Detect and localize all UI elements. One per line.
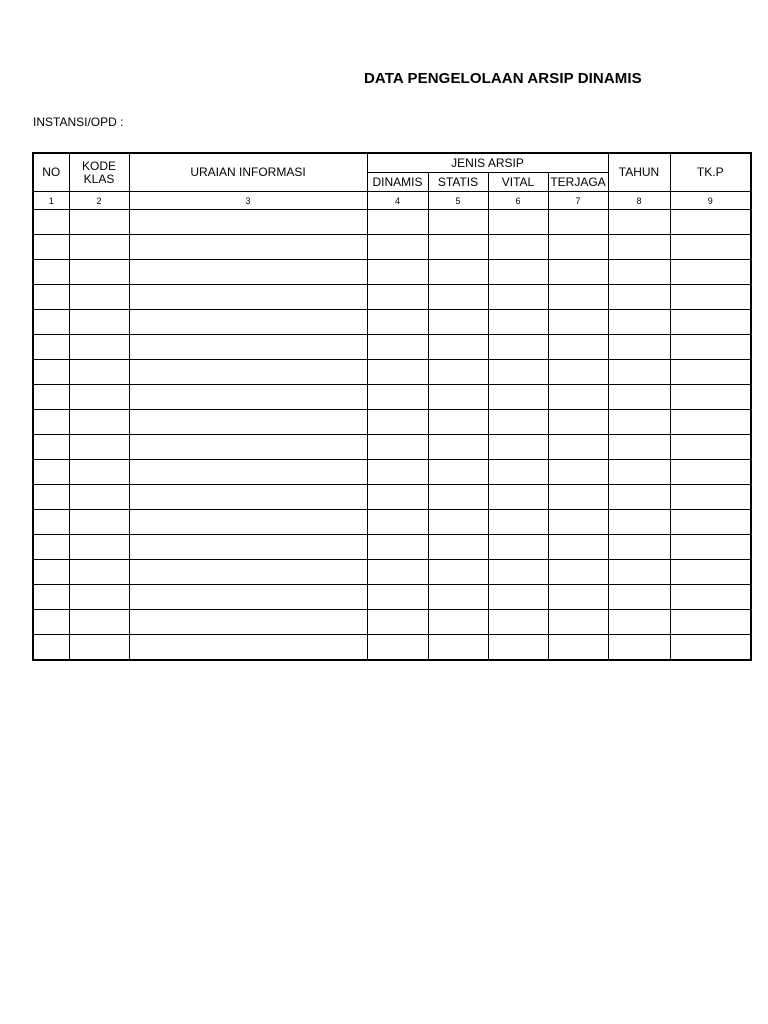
table-cell xyxy=(548,410,608,435)
table-cell xyxy=(129,635,367,661)
table-cell xyxy=(33,410,69,435)
table-cell xyxy=(367,560,428,585)
table-cell xyxy=(670,610,751,635)
table-cell xyxy=(33,210,69,235)
table-cell xyxy=(129,385,367,410)
table-cell xyxy=(69,535,129,560)
table-cell xyxy=(548,385,608,410)
table-cell xyxy=(33,385,69,410)
table-row xyxy=(33,410,751,435)
table-cell xyxy=(129,535,367,560)
table-cell xyxy=(428,410,488,435)
table-cell xyxy=(488,335,548,360)
table-cell xyxy=(129,285,367,310)
table-cell xyxy=(670,235,751,260)
table-cell xyxy=(670,635,751,661)
table-row xyxy=(33,610,751,635)
table-cell xyxy=(367,535,428,560)
table-cell xyxy=(670,560,751,585)
table-cell xyxy=(488,635,548,661)
table-cell xyxy=(129,510,367,535)
table-cell xyxy=(367,310,428,335)
table-cell xyxy=(69,235,129,260)
table-cell xyxy=(488,285,548,310)
table-cell xyxy=(488,610,548,635)
table-cell xyxy=(69,460,129,485)
table-cell xyxy=(69,260,129,285)
table-cell xyxy=(33,460,69,485)
table-cell xyxy=(69,435,129,460)
table-cell xyxy=(69,360,129,385)
table-cell xyxy=(670,585,751,610)
table-cell xyxy=(608,310,670,335)
table-row xyxy=(33,585,751,610)
table-cell xyxy=(488,210,548,235)
table-cell xyxy=(33,610,69,635)
table-cell xyxy=(69,510,129,535)
table-cell xyxy=(367,410,428,435)
table-row xyxy=(33,485,751,510)
table-cell xyxy=(367,285,428,310)
table-cell xyxy=(670,335,751,360)
table-cell xyxy=(69,285,129,310)
table-cell xyxy=(129,485,367,510)
header-statis: STATIS xyxy=(428,173,488,192)
table-cell xyxy=(608,635,670,661)
table-cell xyxy=(548,260,608,285)
table-row xyxy=(33,385,751,410)
table-cell xyxy=(69,210,129,235)
instansi-label: INSTANSI/OPD : xyxy=(33,115,124,129)
table-cell xyxy=(608,460,670,485)
table-cell xyxy=(129,460,367,485)
table-cell xyxy=(129,210,367,235)
table-cell xyxy=(608,585,670,610)
table-cell xyxy=(670,360,751,385)
table-cell xyxy=(367,435,428,460)
table-cell xyxy=(33,310,69,335)
table-cell xyxy=(670,210,751,235)
table-cell xyxy=(548,585,608,610)
table-cell xyxy=(428,360,488,385)
table-cell xyxy=(670,285,751,310)
table-cell xyxy=(670,510,751,535)
table-cell xyxy=(488,385,548,410)
table-cell xyxy=(428,560,488,585)
column-number: 3 xyxy=(129,192,367,210)
table-cell xyxy=(488,560,548,585)
table-row xyxy=(33,510,751,535)
table-cell xyxy=(129,360,367,385)
table-cell xyxy=(608,235,670,260)
table-cell xyxy=(548,310,608,335)
table-cell xyxy=(69,410,129,435)
table-cell xyxy=(69,635,129,661)
table-cell xyxy=(33,585,69,610)
table-cell xyxy=(428,335,488,360)
table-cell xyxy=(33,235,69,260)
table-cell xyxy=(69,385,129,410)
table-row xyxy=(33,285,751,310)
table-row xyxy=(33,460,751,485)
header-kode-line2: KLAS xyxy=(83,171,115,186)
table-row xyxy=(33,360,751,385)
table-cell xyxy=(33,485,69,510)
table-cell xyxy=(548,210,608,235)
table-cell xyxy=(548,635,608,661)
table-cell xyxy=(33,260,69,285)
table-cell xyxy=(428,485,488,510)
table-cell xyxy=(367,460,428,485)
table-body xyxy=(33,210,751,661)
table-cell xyxy=(670,460,751,485)
table-cell xyxy=(129,410,367,435)
table-cell xyxy=(488,510,548,535)
table-row xyxy=(33,335,751,360)
table-cell xyxy=(367,635,428,661)
table-cell xyxy=(367,510,428,535)
table-cell xyxy=(428,210,488,235)
column-number: 7 xyxy=(548,192,608,210)
table-cell xyxy=(129,585,367,610)
table-cell xyxy=(608,360,670,385)
table-cell xyxy=(548,485,608,510)
table-cell xyxy=(608,335,670,360)
table-cell xyxy=(488,460,548,485)
table-cell xyxy=(608,385,670,410)
table-cell xyxy=(367,260,428,285)
column-number: 5 xyxy=(428,192,488,210)
header-tahun: TAHUN xyxy=(608,153,670,192)
table-cell xyxy=(608,560,670,585)
table-row xyxy=(33,635,751,661)
table-cell xyxy=(548,335,608,360)
table-cell xyxy=(608,485,670,510)
table-cell xyxy=(608,285,670,310)
table-cell xyxy=(608,260,670,285)
table-cell xyxy=(428,635,488,661)
table-cell xyxy=(33,535,69,560)
column-number: 1 xyxy=(33,192,69,210)
table-cell xyxy=(548,535,608,560)
table-cell xyxy=(367,485,428,510)
header-vital: VITAL xyxy=(488,173,548,192)
header-dinamis: DINAMIS xyxy=(367,173,428,192)
table-cell xyxy=(129,235,367,260)
table-cell xyxy=(670,535,751,560)
table-cell xyxy=(488,410,548,435)
table-cell xyxy=(488,235,548,260)
table-cell xyxy=(367,360,428,385)
table-cell xyxy=(428,385,488,410)
table-cell xyxy=(33,635,69,661)
table-row xyxy=(33,310,751,335)
table-cell xyxy=(548,460,608,485)
column-number: 6 xyxy=(488,192,548,210)
table-cell xyxy=(428,235,488,260)
header-jenis-arsip: JENIS ARSIP xyxy=(367,153,608,173)
table-cell xyxy=(69,560,129,585)
table-cell xyxy=(33,285,69,310)
table-cell xyxy=(428,285,488,310)
column-number-row xyxy=(33,192,751,210)
arsip-table xyxy=(32,152,752,661)
table-row xyxy=(33,210,751,235)
table-cell xyxy=(367,385,428,410)
table-cell xyxy=(428,260,488,285)
table-cell xyxy=(33,435,69,460)
table-cell xyxy=(488,535,548,560)
table-cell xyxy=(428,435,488,460)
table-cell xyxy=(670,435,751,460)
table-row xyxy=(33,535,751,560)
table-cell xyxy=(670,260,751,285)
table-cell xyxy=(367,610,428,635)
table-cell xyxy=(670,410,751,435)
table-header xyxy=(33,153,751,210)
table-cell xyxy=(548,510,608,535)
table-cell xyxy=(670,310,751,335)
table-row xyxy=(33,235,751,260)
table-cell xyxy=(129,435,367,460)
table-cell xyxy=(33,335,69,360)
header-kode-klas xyxy=(69,153,129,192)
table-cell xyxy=(428,535,488,560)
table-cell xyxy=(428,310,488,335)
table-row xyxy=(33,260,751,285)
table-cell xyxy=(608,535,670,560)
header-terjaga: TERJAGA xyxy=(548,173,608,192)
table-cell xyxy=(608,510,670,535)
table-cell xyxy=(33,360,69,385)
table-cell xyxy=(548,235,608,260)
table-cell xyxy=(548,435,608,460)
table-cell xyxy=(33,510,69,535)
document-title: DATA PENGELOLAAN ARSIP DINAMIS xyxy=(364,70,642,87)
table-cell xyxy=(129,310,367,335)
table-cell xyxy=(548,610,608,635)
table-cell xyxy=(548,560,608,585)
table-cell xyxy=(428,585,488,610)
table-cell xyxy=(608,210,670,235)
table-cell xyxy=(69,310,129,335)
column-number: 4 xyxy=(367,192,428,210)
table-cell xyxy=(488,435,548,460)
table-cell xyxy=(129,610,367,635)
header-uraian-informasi: URAIAN INFORMASI xyxy=(129,153,367,192)
table-row xyxy=(33,560,751,585)
table-cell xyxy=(428,610,488,635)
table-cell xyxy=(69,485,129,510)
header-kode-line1: KODE xyxy=(81,158,116,173)
table-cell xyxy=(129,260,367,285)
table-cell xyxy=(367,235,428,260)
table-cell xyxy=(608,610,670,635)
header-tkp: TK.P xyxy=(670,153,751,192)
header-no: NO xyxy=(33,153,69,192)
table-cell xyxy=(367,335,428,360)
table-cell xyxy=(367,585,428,610)
table-cell xyxy=(548,285,608,310)
table-cell xyxy=(69,585,129,610)
table-cell xyxy=(488,360,548,385)
table-cell xyxy=(69,610,129,635)
table-cell xyxy=(69,335,129,360)
column-number: 2 xyxy=(69,192,129,210)
table-cell xyxy=(367,210,428,235)
table-row xyxy=(33,435,751,460)
table-cell xyxy=(129,335,367,360)
table-cell xyxy=(428,510,488,535)
table-cell xyxy=(670,485,751,510)
table-cell xyxy=(129,560,367,585)
table-cell xyxy=(488,585,548,610)
table-cell xyxy=(608,410,670,435)
table-cell xyxy=(670,385,751,410)
column-number: 9 xyxy=(670,192,751,210)
table-cell xyxy=(548,360,608,385)
table-cell xyxy=(608,435,670,460)
table-cell xyxy=(488,485,548,510)
column-number: 8 xyxy=(608,192,670,210)
table-cell xyxy=(428,460,488,485)
table-cell xyxy=(33,560,69,585)
table-cell xyxy=(488,260,548,285)
table-cell xyxy=(488,310,548,335)
